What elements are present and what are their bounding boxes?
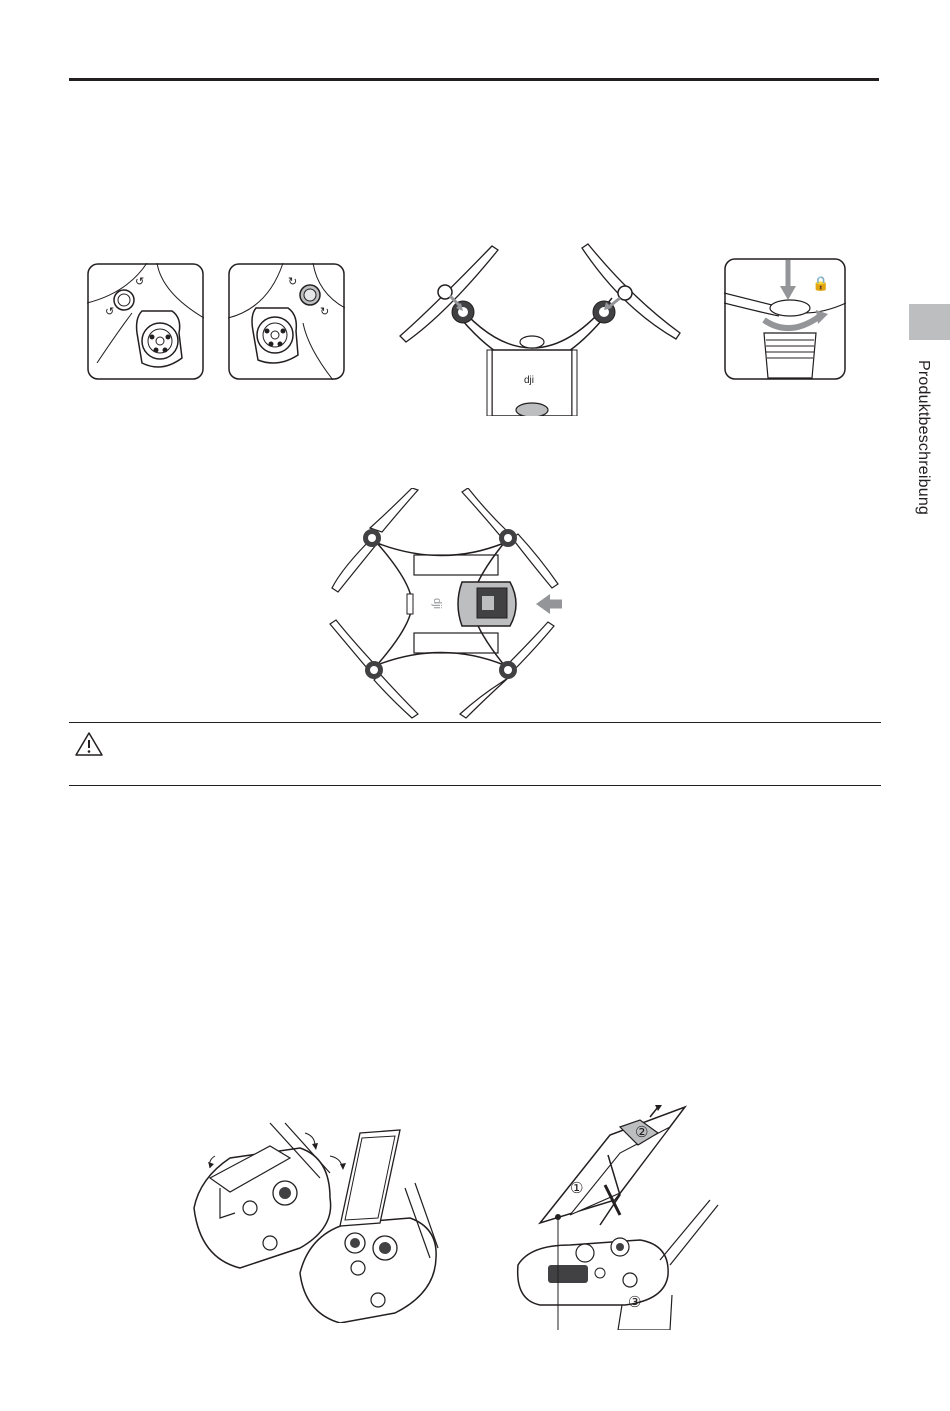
warning-triangle-icon (74, 731, 104, 757)
step-3-marker: ③ (628, 1293, 642, 1311)
cw-mark-2: ↻ (320, 305, 330, 318)
caution-top-rule (69, 722, 881, 723)
remote-controller-unfold-figure (190, 1118, 440, 1323)
motor-mount-figure-b (228, 263, 345, 380)
ccw-mark-1: ↺ (105, 305, 115, 318)
step-1-marker: ① (570, 1179, 584, 1197)
aircraft-propeller-attach-figure (392, 238, 682, 416)
motor-mount-figure-a (87, 263, 204, 380)
caution-bottom-rule (69, 785, 881, 786)
cw-mark-1: ↻ (288, 275, 298, 288)
aircraft-battery-insert-figure (322, 488, 567, 720)
ccw-mark-2: ↺ (135, 275, 145, 288)
section-tab-label: Produktbeschreibung (915, 359, 932, 515)
lock-icon: 🔒 (812, 276, 830, 292)
svg-text:dji: dji (524, 375, 535, 386)
step-2-marker: ② (635, 1123, 649, 1141)
svg-text:dji: dji (431, 598, 443, 610)
header-rule (69, 78, 879, 81)
section-tab-marker (909, 304, 950, 340)
press-rotate-lock-figure (724, 258, 846, 380)
remote-controller-holder-figure (510, 1105, 720, 1330)
